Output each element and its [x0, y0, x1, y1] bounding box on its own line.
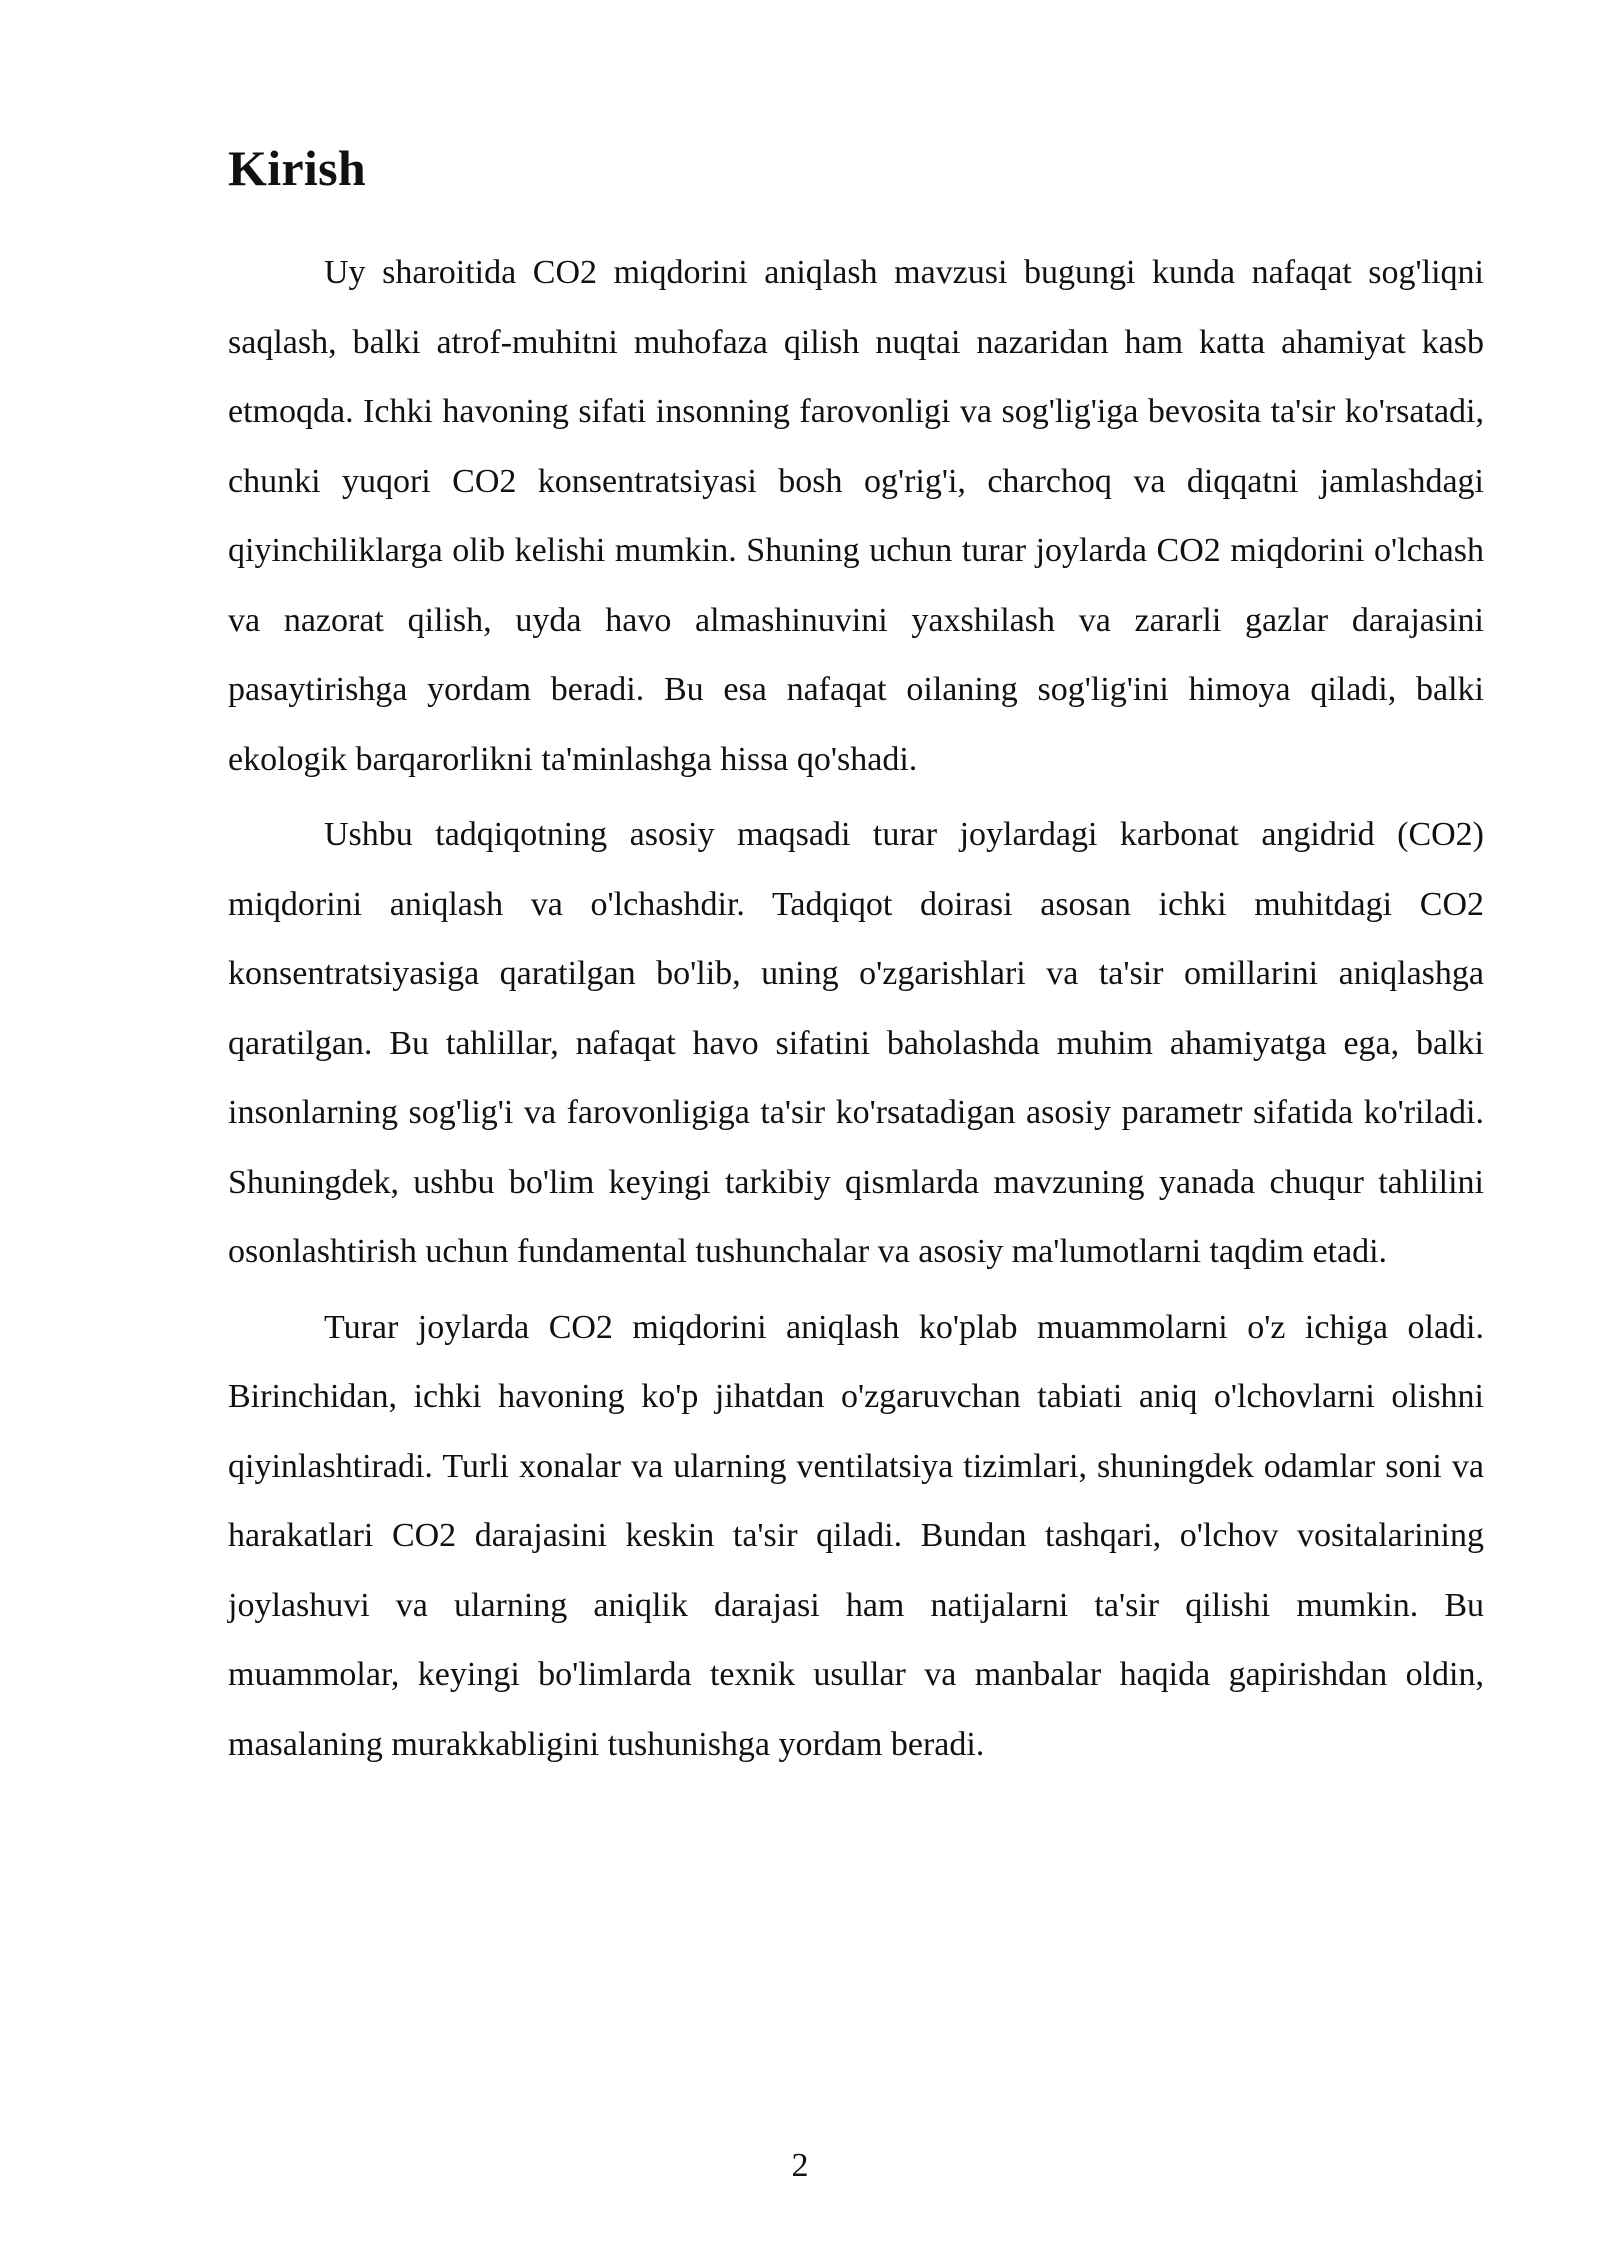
page-content [228, 132, 1484, 1785]
section-heading: Kirish [228, 140, 366, 196]
page-number: 2 [791, 2147, 809, 2184]
paragraph-1: Uy sharoitida CO2 miqdorini aniqlash mavzusi bugungi kunda nafaqat sog'liqni saqlash, balki atrof-muhitni muhofaza qilish nuqtai nazaridan ham katta ahamiyat kasb etmoqda. Ichki havoning sifati insonning farovonligi va sog'lig'iga bevosita ta'sir ko'rsatadi, chunki yuqori CO2 konsentratsiyasi bosh og'rig'i, charchoq va diqqatni jamlashdagi qiyinchiliklarga olib kelishi mumkin. Shuning uchun turar joylarda CO2 miqdorini o'lchash va nazorat qilish, uyda havo almashinuvini yaxshilash va zararli gazlar darajasini pasaytirishga yordam beradi. Bu esa nafaqat oilaning sog'lig'ini himoya qiladi, balki ekologik barqarorlikni ta'minlashga hissa qo'shadi. [228, 254, 1484, 778]
paragraph-3: Turar joylarda CO2 miqdorini aniqlash ko'plab muammolarni o'z ichiga oladi. Birinchidan, ichki havoning ko'p jihatdan o'zgaruvchan tabiati aniq o'lchovlarni olishni qiyinlashtiradi. Turli xonalar va ularning ventilatsiya tizimlari, shuningdek odamlar soni va harakatlari CO2 darajasini keskin ta'sir qiladi. Bundan tashqari, o'lchov vositalarining joylashuvi va ularning aniqlik darajasi ham natijalarni ta'sir qilishi mumkin. Bu muammolar, keyingi bo'limlarda texnik usullar va manbalar haqida gapirishdan oldin, masalaning murakkabligini tushunishga yordam beradi. [228, 1308, 1484, 1763]
paragraph-2: Ushbu tadqiqotning asosiy maqsadi turar joylardagi karbonat angidrid (CO2) miqdorini aniqlash va o'lchashdir. Tadqiqot doirasi asosan ichki muhitdagi CO2 konsentratsiyasiga qaratilgan bo'lib, uning o'zgarishlari va ta'sir omillarini aniqlashga qaratilgan. Bu tahlillar, nafaqat havo sifatini baholashda muhim ahamiyatga ega, balki insonlarning sog'lig'i va farovonligiga ta'sir ko'rsatadigan asosiy parametr sifatida ko'riladi. Shuningdek, ushbu bo'lim keyingi tarkibiy qismlarda mavzuning yanada chuqur tahlilini osonlashtirish uchun fundamental tushunchalar va asosiy ma'lumotlarni taqdim etadi. [228, 816, 1484, 1270]
